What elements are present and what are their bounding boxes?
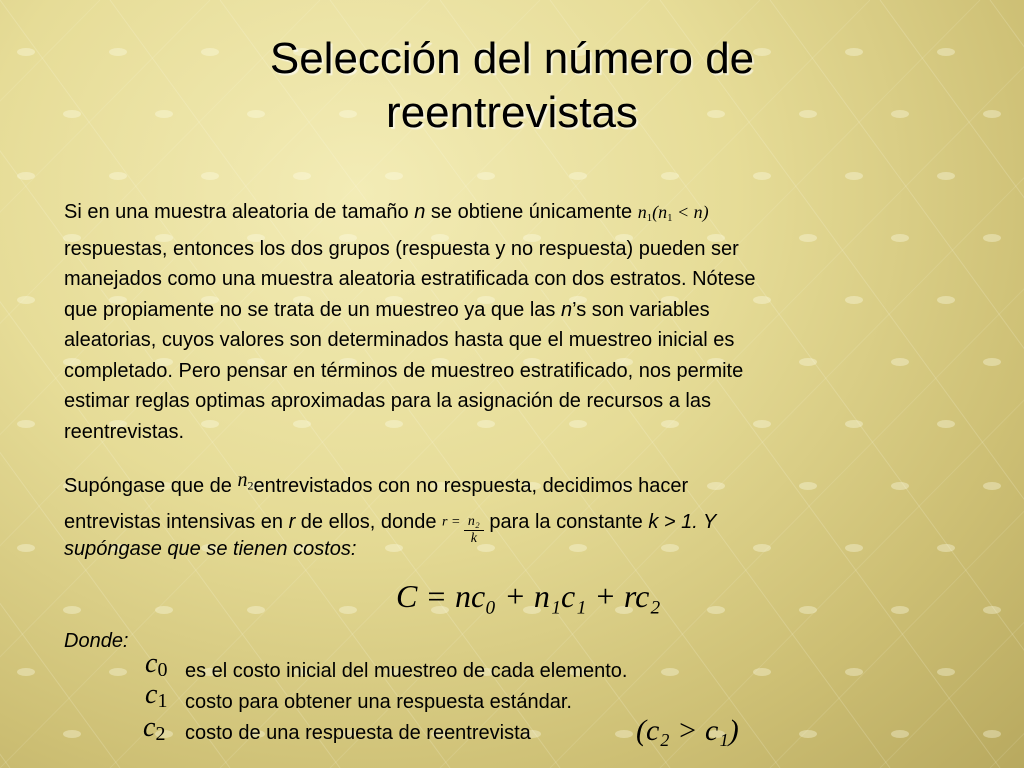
background-dot	[17, 544, 35, 552]
c2-greater-c1-condition: (c₂ > c₁)	[636, 714, 739, 747]
background-dot	[109, 668, 127, 676]
background-dot	[339, 606, 357, 614]
c2-description: costo de una respuesta de reentrevista	[185, 722, 531, 744]
background-dot	[661, 172, 679, 180]
background-dot	[799, 606, 817, 614]
background-dot	[17, 668, 35, 676]
background-dot	[661, 544, 679, 552]
background-dot	[983, 730, 1001, 738]
background-dot	[845, 668, 863, 676]
c2-symbol: c2	[143, 712, 166, 745]
donde-label: Donde:	[64, 630, 129, 652]
para2-line-1: Supóngase que de $n_2entrevistados$ con no respuesta, decidimos hacer	[64, 469, 689, 497]
para1-line-1: Si en una muestra aleatoria de tamaño n se obtiene únicamente $n_1(n_1 < n)$	[64, 201, 709, 225]
para1-line-8: reentrevistas.	[64, 420, 185, 443]
c1-description: costo para obtener una respuesta estándar.	[185, 691, 572, 713]
background-dot	[293, 172, 311, 180]
background-dot	[201, 172, 219, 180]
background-dot	[753, 668, 771, 676]
background-dot	[63, 730, 81, 738]
background-dot	[845, 544, 863, 552]
background-dot	[753, 172, 771, 180]
para1-line-7: estimar reglas optimas aproximadas para la asignación de recursos a las	[64, 390, 711, 413]
background-dot	[891, 482, 909, 490]
background-dot	[799, 482, 817, 490]
c1-symbol: c1	[145, 679, 168, 712]
background-dot	[569, 544, 587, 552]
background-dot	[385, 172, 403, 180]
para1-line-5: aleatorias, cuyos valores son determinados hasta que el muestreo inicial es	[64, 329, 735, 352]
slide-title	[0, 32, 1024, 140]
paragraph-1	[64, 197, 964, 447]
background-dot	[707, 482, 725, 490]
background-dot	[845, 172, 863, 180]
n2-symbol: $n_2$	[237, 469, 254, 493]
background-dot	[615, 730, 633, 738]
background-dot	[937, 544, 955, 552]
background-dot	[63, 606, 81, 614]
c0-symbol: c0	[145, 648, 168, 681]
background-dot	[983, 358, 1001, 366]
background-dot	[799, 730, 817, 738]
cost-equation: C = nc₀ + n₁c₁ + rc₂	[396, 578, 661, 614]
background-dot	[891, 606, 909, 614]
background-dot	[569, 172, 587, 180]
background-dot	[477, 172, 495, 180]
para1-line-2: respuestas, entonces los dos grupos (respuesta y no respuesta) pueden ser	[64, 237, 739, 260]
n1-expression: $n_1(n_1 < n)$	[637, 202, 709, 225]
background-dot	[983, 482, 1001, 490]
background-dot	[983, 234, 1001, 242]
background-dot	[247, 606, 265, 614]
background-dot	[891, 730, 909, 738]
title-line-1: Selección del número de	[269, 34, 755, 83]
r-fraction: r = $\frac{\text{n₂}}{k}$	[442, 506, 484, 539]
c0-description: es el costo inicial del muestreo de cada elemento.	[185, 660, 628, 682]
background-dot	[983, 606, 1001, 614]
para1-line-3: manejados como una muestra aleatoria estratificada con dos estratos. Nótese	[64, 268, 756, 291]
para2-line-2: entrevistas intensivas en r de ellos, donde r = $\frac{\text{n₂}}{k}$ para la constante k > 1. Y	[64, 506, 716, 539]
title-line-2: reentrevistas	[386, 88, 638, 137]
background-dot	[661, 668, 679, 676]
background-dot	[17, 296, 35, 304]
background-dot	[707, 606, 725, 614]
background-dot	[17, 172, 35, 180]
background-dot	[109, 172, 127, 180]
para1-line-6: completado. Pero pensar en términos de muestreo estratificado, nos permite	[64, 359, 744, 382]
para1-line-4: que propiamente no se trata de un muestreo ya que las n’s son variables	[64, 298, 710, 321]
background-dot	[937, 668, 955, 676]
para2-line-3: supóngase que se tienen costos:	[64, 538, 357, 560]
background-dot	[937, 172, 955, 180]
background-dot	[17, 420, 35, 428]
background-dot	[385, 544, 403, 552]
background-dot	[155, 606, 173, 614]
background-dot	[753, 544, 771, 552]
